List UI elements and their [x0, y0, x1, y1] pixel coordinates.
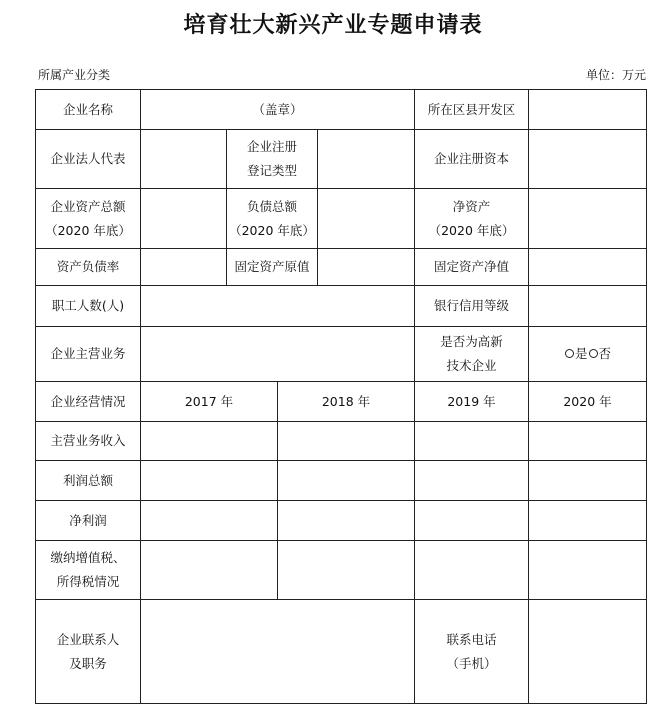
- industry-category-label: 所属产业分类: [38, 68, 111, 82]
- reg-type-field[interactable]: [318, 130, 415, 189]
- form-title: 培育壮大新兴产业专题申请表: [183, 12, 483, 38]
- option-yes-label: 是: [575, 346, 588, 362]
- taxes-2018-field[interactable]: [278, 541, 415, 600]
- hightech-label-line2: 技术企业: [446, 358, 497, 373]
- net-profit-2018-field[interactable]: [278, 501, 415, 541]
- total-assets-line2: （2020 年底）: [45, 222, 131, 238]
- total-liabilities-field[interactable]: [318, 189, 415, 249]
- taxes-2019-field[interactable]: [415, 541, 529, 600]
- total-profit-2018-field[interactable]: [278, 461, 415, 501]
- contact-phone-label: [415, 600, 529, 704]
- main-revenue-2020-field[interactable]: [529, 422, 647, 461]
- fixed-assets-original-field[interactable]: [318, 249, 415, 286]
- total-liabilities-label: [227, 189, 318, 249]
- total-profit-2017-field[interactable]: [141, 461, 278, 501]
- contact-person-field[interactable]: [141, 600, 415, 704]
- hightech-label-line1: 是否为高新: [440, 334, 503, 350]
- reg-capital-label: 企业注册资本: [415, 130, 529, 189]
- main-revenue-2017-field[interactable]: [141, 422, 278, 461]
- total-profit-label: 利润总额: [36, 461, 141, 501]
- contact-phone-field[interactable]: [529, 600, 647, 704]
- fixed-assets-original-label: 固定资产原值: [227, 249, 318, 286]
- taxes-label: [36, 541, 141, 600]
- total-profit-2019-field[interactable]: [415, 461, 529, 501]
- legal-rep-label: 企业法人代表: [36, 130, 141, 189]
- row-staff: [36, 286, 647, 327]
- year-2020-header: 2020 年: [529, 382, 647, 422]
- district-label: 所在区县开发区: [415, 90, 529, 130]
- row-taxes: [36, 541, 647, 600]
- option-no-label: 否: [598, 346, 612, 362]
- row-main-revenue: [36, 422, 647, 461]
- row-net-profit: [36, 501, 647, 541]
- fixed-assets-net-field[interactable]: [529, 249, 647, 286]
- contact-phone-line1: 联系电话: [446, 631, 497, 647]
- bank-credit-label: 银行信用等级: [415, 286, 529, 327]
- bank-credit-field[interactable]: [529, 286, 647, 327]
- company-name-label: 企业名称: [36, 90, 141, 130]
- main-revenue-2018-field[interactable]: [278, 422, 415, 461]
- main-business-field[interactable]: [141, 327, 415, 382]
- employees-field[interactable]: [141, 286, 415, 327]
- total-liabilities-line2: （2020 年底）: [229, 222, 315, 238]
- net-profit-2020-field[interactable]: [529, 501, 647, 541]
- fixed-assets-net-label: 固定资产净值: [415, 249, 529, 286]
- application-form-table: [35, 89, 647, 704]
- hightech-label: [415, 327, 529, 382]
- row-contact: [36, 600, 647, 704]
- total-assets-line1: 企业资产总额: [50, 198, 126, 214]
- net-assets-label: [415, 189, 529, 249]
- company-name-field[interactable]: （盖章）: [141, 90, 415, 130]
- taxes-2020-field[interactable]: [529, 541, 647, 600]
- net-assets-line1: 净资产: [452, 198, 491, 214]
- employees-label: 职工人数(人): [36, 286, 141, 327]
- row-total-profit: [36, 461, 647, 501]
- total-assets-field[interactable]: [141, 189, 227, 249]
- row-legal-rep: [36, 130, 647, 189]
- taxes-label-line1: 缴纳增值税、: [50, 550, 126, 566]
- contact-person-label: [36, 600, 141, 704]
- reg-type-label-line1: 企业注册: [246, 139, 297, 155]
- radio-yes-icon[interactable]: [565, 349, 574, 358]
- radio-no-icon[interactable]: [589, 349, 598, 358]
- row-main-business: [36, 327, 647, 382]
- main-business-label: 企业主营业务: [36, 327, 141, 382]
- debt-ratio-label: 资产负债率: [36, 249, 141, 286]
- reg-capital-field[interactable]: [529, 130, 647, 189]
- debt-ratio-field[interactable]: [141, 249, 227, 286]
- year-2017-header: 2017 年: [141, 382, 278, 422]
- net-assets-field[interactable]: [529, 189, 647, 249]
- year-2019-header: 2019 年: [415, 382, 529, 422]
- main-revenue-label: 主营业务收入: [36, 422, 141, 461]
- contact-phone-line2: （手机）: [446, 655, 497, 671]
- reg-type-label: [227, 130, 318, 189]
- taxes-label-line2: 所得税情况: [56, 574, 120, 589]
- reg-type-label-line2: 登记类型: [246, 163, 297, 178]
- taxes-2017-field[interactable]: [141, 541, 278, 600]
- net-profit-2019-field[interactable]: [415, 501, 529, 541]
- row-operations-header: [36, 382, 647, 422]
- total-profit-2020-field[interactable]: [529, 461, 647, 501]
- contact-person-line1: 企业联系人: [56, 631, 120, 647]
- net-profit-2017-field[interactable]: [141, 501, 278, 541]
- unit-label: 单位：万元: [585, 68, 646, 82]
- contact-person-line2: 及职务: [69, 655, 107, 671]
- row-ratios: [36, 249, 647, 286]
- row-assets: [36, 189, 647, 249]
- row-company-name: [36, 90, 647, 130]
- legal-rep-field[interactable]: [141, 130, 227, 189]
- net-profit-label: 净利润: [36, 501, 141, 541]
- main-revenue-2019-field[interactable]: [415, 422, 529, 461]
- total-assets-label: [36, 189, 141, 249]
- hightech-options: [529, 327, 647, 382]
- year-2018-header: 2018 年: [278, 382, 415, 422]
- total-liabilities-line1: 负债总额: [246, 198, 297, 214]
- operations-label: 企业经营情况: [36, 382, 141, 422]
- district-field[interactable]: [529, 90, 647, 130]
- net-assets-line2: （2020 年底）: [428, 222, 515, 238]
